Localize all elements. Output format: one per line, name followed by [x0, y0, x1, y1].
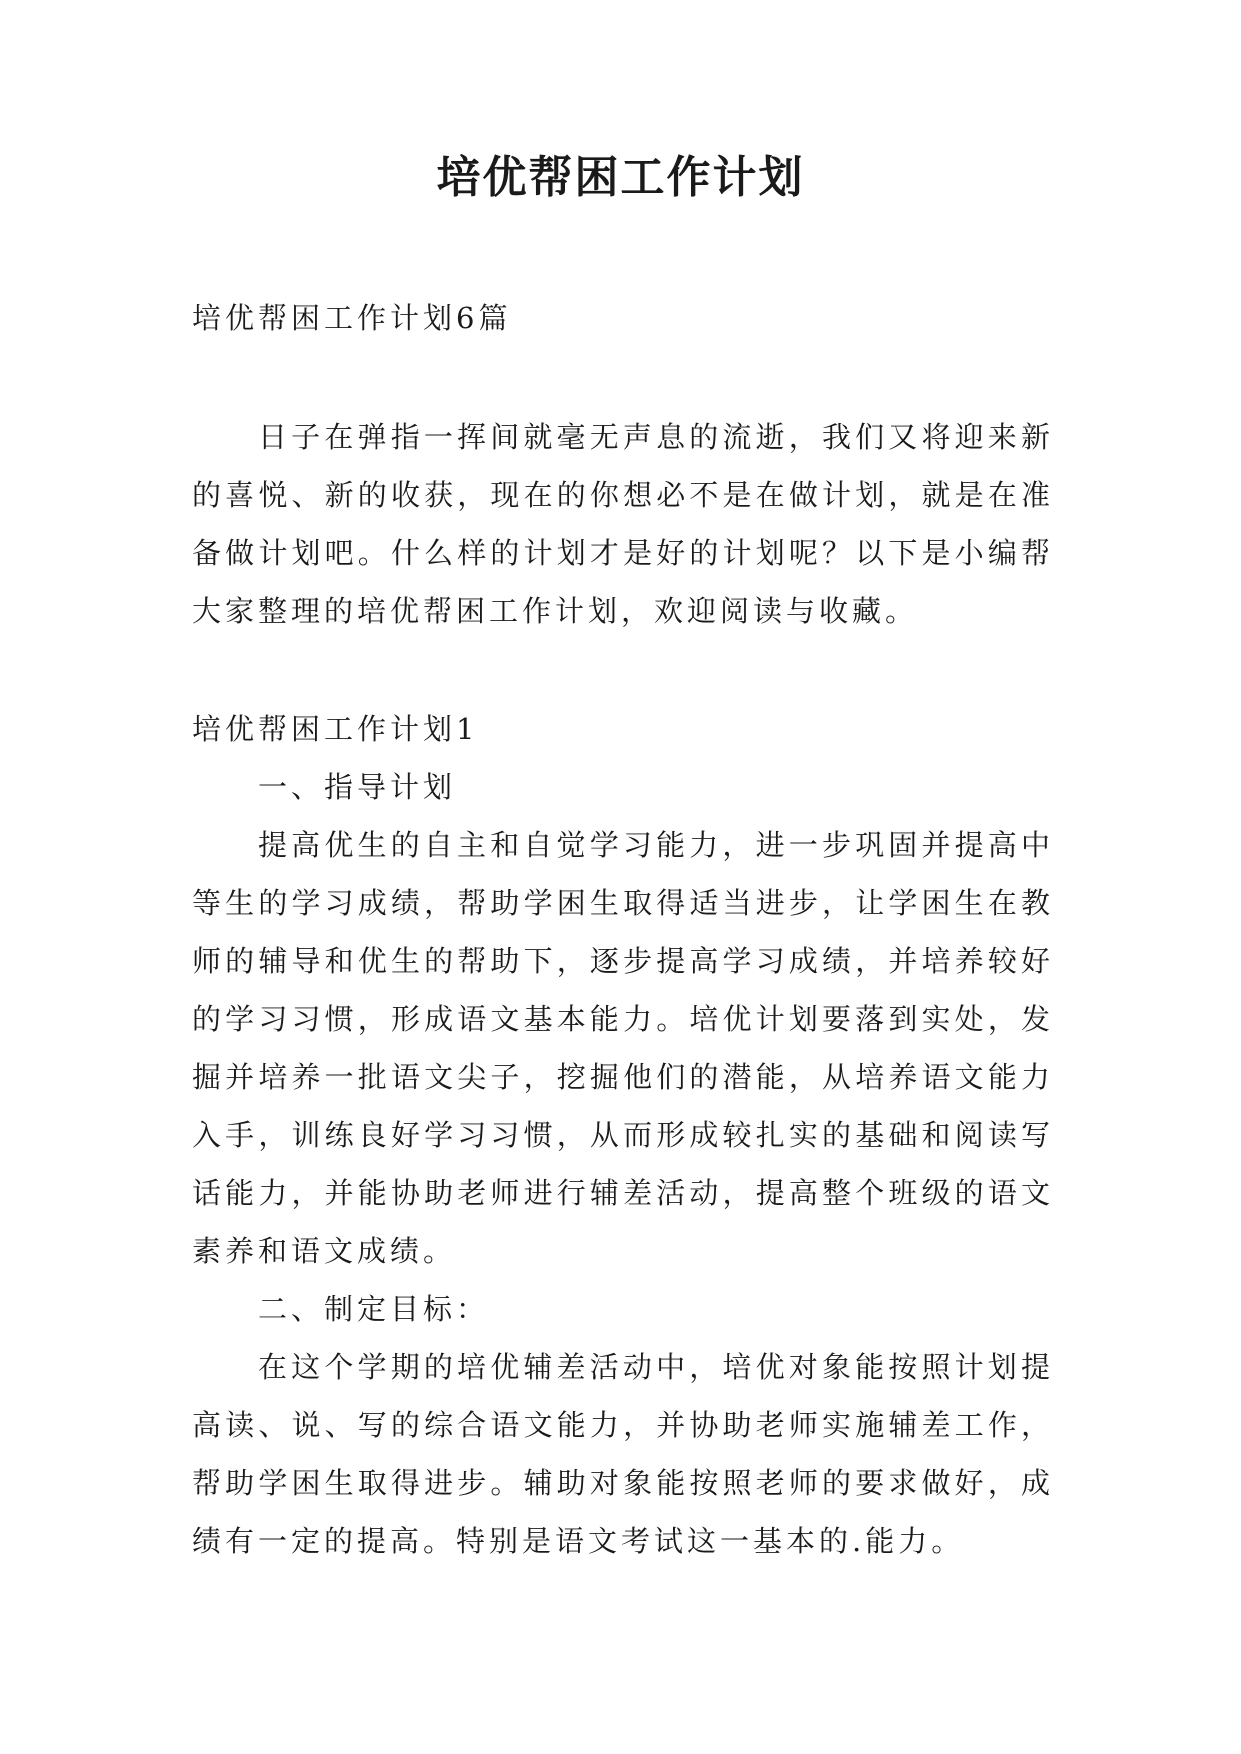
document-subtitle: 培优帮困工作计划6篇: [192, 301, 512, 335]
item-1-paragraph: 提高优生的自主和自觉学习能力，进一步巩固并提高中等生的学习成绩，帮助学困生取得适当进步，让学困生在教师的辅导和优生的帮助下，逐步提高学习成绩，并培养较好的学习习惯，形成语文基本能力。培优计划要落到实处，发掘并培养一批语文尖子，挖掘他们的潜能，从培养语文能力入手，训练良好学习习惯，从而形成较扎实的基础和阅读写话能力，并能协助老师进行辅差活动，提高整个班级的语文素养和语文成绩。: [192, 828, 1054, 1268]
item-1-heading: 一、指导计划: [258, 770, 457, 804]
item-2-heading: 二、制定目标：: [258, 1292, 490, 1326]
section-heading: 培优帮困工作计划1: [192, 712, 479, 746]
section-1: [192, 700, 1054, 1570]
document-title: 培优帮困工作计划: [436, 152, 805, 203]
item-2-paragraph: 在这个学期的培优辅差活动中，培优对象能按照计划提高读、说、写的综合语文能力，并协助老师实施辅差工作，帮助学困生取得进步。辅助对象能按照老师的要求做好，成绩有一定的提高。特别是语文考试这一基本的.能力。: [192, 1350, 1054, 1558]
intro-paragraph: 日子在弹指一挥间就毫无声息的流逝，我们又将迎来新的喜悦、新的收获，现在的你想必不是在做计划，就是在准备做计划吧。什么样的计划才是好的计划呢？以下是小编帮大家整理的培优帮困工作计划，欢迎阅读与收藏。: [192, 420, 1054, 628]
